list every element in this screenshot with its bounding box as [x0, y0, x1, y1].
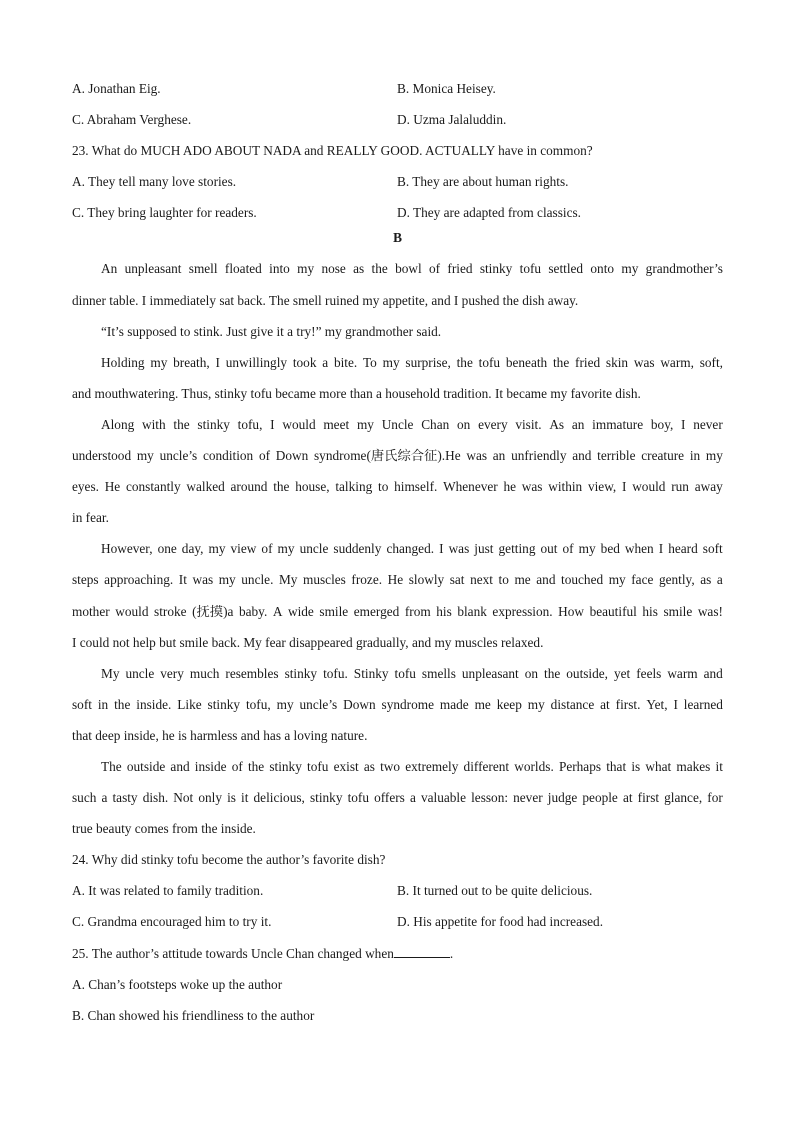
- q24-options-row-1: [72, 880, 723, 911]
- passage-line: An unpleasant smell floated into my nose as the bowl of fried stinky tofu settled onto my grandmother’s: [101, 261, 723, 277]
- q23-option-d: D. They are adapted from classics.: [397, 205, 581, 221]
- q23-options-row-1: [72, 171, 723, 202]
- passage-line: understood my uncle’s condition of Down syndrome(唐氏综合征).He was an unfriendly and terrible creature in my: [72, 448, 723, 464]
- q24-option-d: D. His appetite for food had increased.: [397, 914, 604, 930]
- q22-option-b: B. Monica Heisey.: [397, 81, 496, 96]
- reading-passage: [72, 258, 723, 849]
- exam-page: [72, 78, 723, 1036]
- passage-line: and mouthwatering. Thus, stinky tofu became more than a household tradition. It became my favorite dish.: [72, 385, 641, 401]
- passage-line: soft in the inside. Like stinky tofu, my uncle’s Down syndrome made me keep my distance at first. Yet, I learned: [72, 696, 723, 712]
- passage-line: “It’s supposed to stink. Just give it a try!” my grandmother said.: [101, 323, 442, 339]
- q23-options-row-2: [72, 202, 723, 233]
- q25-stem-end: .: [449, 945, 454, 961]
- passage-line: My uncle very much resembles stinky tofu. Stinky tofu smells unpleasant on the outside, yet feels warm and: [101, 665, 723, 681]
- q22-option-c: C. Abraham Verghese.: [72, 112, 192, 128]
- q24-option-c: C. Grandma encouraged him to try it.: [72, 914, 272, 930]
- q25-stem: 25. The author’s attitude towards Uncle Chan changed when: [72, 945, 394, 961]
- q23-stem: 23. What do MUCH ADO ABOUT NADA and REALLY GOOD. ACTUALLY have in common?: [72, 143, 593, 159]
- passage-line: that deep inside, he is harmless and has a loving nature.: [72, 727, 368, 743]
- passage-line: true beauty comes from the inside.: [72, 821, 256, 837]
- q23-option-a: A. They tell many love stories.: [72, 174, 237, 190]
- passage-line: Holding my breath, I unwillingly took a bite. To my surprise, the tofu beneath the fried skin was warm, soft,: [101, 354, 723, 370]
- passage-line: mother would stroke (抚摸)a baby. A wide smile emerged from his blank expression. How beautiful his smile was!: [72, 603, 723, 619]
- answer-blank: [394, 943, 450, 958]
- passage-line: I could not help but smile back. My fear disappeared gradually, and my muscles relaxed.: [72, 634, 544, 650]
- passage-line: in fear.: [72, 510, 109, 526]
- q25-stem-line: [72, 943, 723, 974]
- passage-line: eyes. He constantly walked around the house, talking to himself. Whenever he was within view, I would run away: [72, 479, 723, 495]
- q22-option-a: A. Jonathan Eig.: [72, 81, 161, 96]
- q22-options-row-2: [72, 109, 723, 140]
- q24-option-a: A. It was related to family tradition.: [72, 883, 264, 899]
- q22-options-row-1: [72, 78, 723, 109]
- passage-line: such a tasty dish. Not only is it delicious, stinky tofu offers a valuable lesson: never judge people at first glance, for: [72, 790, 723, 806]
- q22-option-d: D. Uzma Jalaluddin.: [397, 112, 507, 128]
- passage-line: However, one day, my view of my uncle suddenly changed. I was just getting out of my bed when I heard soft: [101, 541, 723, 557]
- q24-options-row-2: [72, 911, 723, 942]
- passage-line: Along with the stinky tofu, I would meet my Uncle Chan on every visit. As an immature boy, I never: [101, 416, 723, 432]
- q25-option-a: A. Chan’s footsteps woke up the author: [72, 976, 283, 992]
- passage-line: The outside and inside of the stinky tofu exist as two extremely different worlds. Perhaps that is what makes it: [101, 758, 723, 774]
- section-heading: B: [393, 230, 402, 246]
- passage-line: steps approaching. It was my uncle. My muscles froze. He slowly sat next to me and touched my face gently, as a: [72, 572, 723, 588]
- q24-option-b: B. It turned out to be quite delicious.: [397, 883, 593, 899]
- q23-option-b: B. They are about human rights.: [397, 174, 569, 190]
- passage-line: dinner table. I immediately sat back. The smell ruined my appetite, and I pushed the dish away.: [72, 292, 579, 308]
- q25-option-b: B. Chan showed his friendliness to the author: [72, 1007, 315, 1023]
- q24-stem: 24. Why did stinky tofu become the author’s favorite dish?: [72, 852, 386, 868]
- q23-option-c: C. They bring laughter for readers.: [72, 205, 257, 221]
